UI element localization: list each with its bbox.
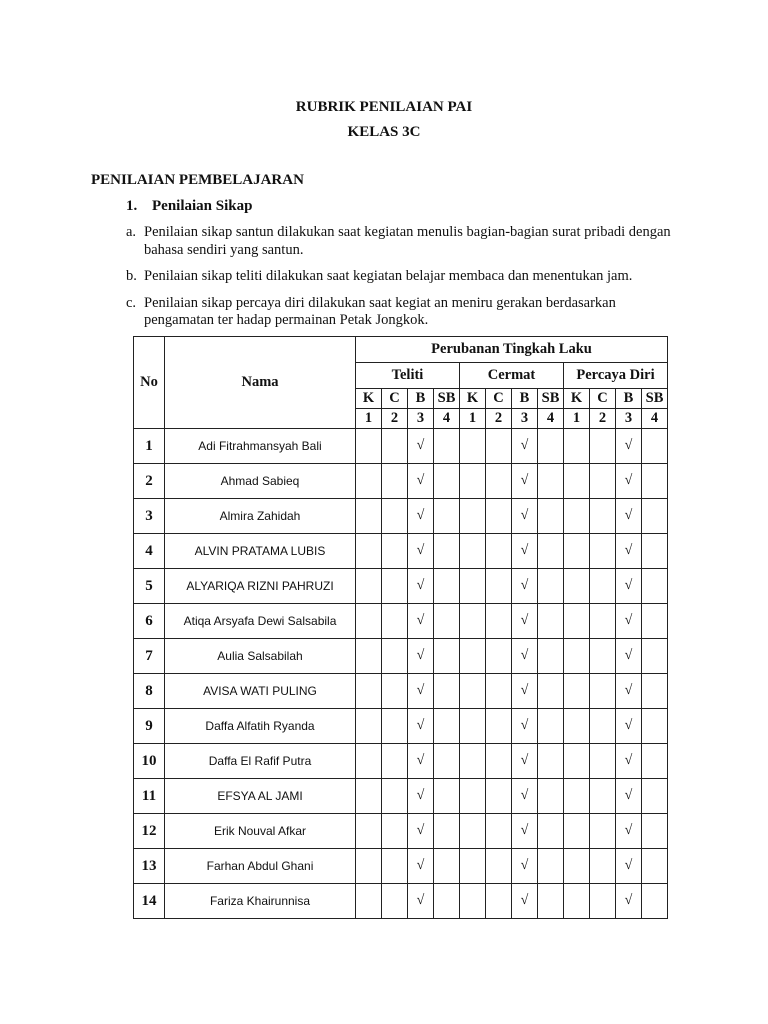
check-mark: √ (616, 604, 642, 639)
grade-cell (538, 639, 564, 674)
grade-cell (460, 814, 486, 849)
check-mark: √ (616, 709, 642, 744)
grade-cell (356, 569, 382, 604)
grade-cell (382, 744, 408, 779)
grade-cell (356, 884, 382, 919)
grade-cell (382, 674, 408, 709)
grade-cell (356, 849, 382, 884)
grade-cell (590, 814, 616, 849)
grade-cell (382, 464, 408, 499)
list-marker: a. (126, 224, 137, 240)
check-mark: √ (512, 429, 538, 464)
subsection-label: Penilaian Sikap (152, 198, 253, 214)
grade-cell (434, 569, 460, 604)
table-row (134, 429, 668, 464)
section-heading: PENILAIAN PEMBELAJARAN (91, 172, 304, 188)
grade-cell (642, 744, 668, 779)
student-name: Atiqa Arsyafa Dewi Salsabila (165, 604, 356, 639)
check-mark: √ (408, 639, 434, 674)
grade-cell (642, 429, 668, 464)
student-name: AVISA WATI PULING (165, 674, 356, 709)
grade-cell (356, 464, 382, 499)
row-number: 2 (134, 464, 165, 499)
student-name: ALVIN PRATAMA LUBIS (165, 534, 356, 569)
grade-cell (538, 884, 564, 919)
grade-cell (590, 499, 616, 534)
grade-cell (590, 534, 616, 569)
grade-cell (434, 849, 460, 884)
header-grade-score: 2 (486, 409, 512, 429)
grade-cell (538, 604, 564, 639)
check-mark: √ (616, 744, 642, 779)
grade-cell (382, 849, 408, 884)
header-grade-score: 3 (512, 409, 538, 429)
check-mark: √ (512, 639, 538, 674)
grade-cell (434, 884, 460, 919)
header-grade-letter: K (460, 389, 486, 409)
grade-cell (538, 429, 564, 464)
grade-cell (382, 534, 408, 569)
grade-cell (356, 814, 382, 849)
check-mark: √ (512, 499, 538, 534)
subsection-heading (126, 198, 252, 215)
header-grade-score: 1 (356, 409, 382, 429)
grade-cell (538, 744, 564, 779)
table-row (134, 464, 668, 499)
grade-cell (590, 569, 616, 604)
check-mark: √ (408, 709, 434, 744)
list-item-text: Penilaian sikap percaya diri dilakukan saat kegiat an meniru gerakan berdasarkan pengamatan ter hadap permainan Petak Jongkok. (144, 294, 616, 328)
grade-cell (564, 499, 590, 534)
grade-cell (486, 814, 512, 849)
grade-cell (564, 814, 590, 849)
grade-cell (434, 779, 460, 814)
table-row (134, 744, 668, 779)
grade-cell (564, 709, 590, 744)
grade-cell (486, 604, 512, 639)
row-number: 12 (134, 814, 165, 849)
grade-cell (460, 499, 486, 534)
table-row (134, 849, 668, 884)
row-number: 4 (134, 534, 165, 569)
student-name: Daffa Alfatih Ryanda (165, 709, 356, 744)
header-nama: Nama (165, 337, 356, 429)
grade-cell (590, 674, 616, 709)
header-grade-letter: B (616, 389, 642, 409)
grade-cell (642, 639, 668, 674)
grade-cell (382, 499, 408, 534)
check-mark: √ (512, 604, 538, 639)
header-grade-score: 3 (408, 409, 434, 429)
grade-cell (434, 744, 460, 779)
check-mark: √ (616, 814, 642, 849)
grade-cell (434, 534, 460, 569)
grade-cell (642, 569, 668, 604)
check-mark: √ (616, 429, 642, 464)
grade-cell (538, 814, 564, 849)
grade-cell (538, 499, 564, 534)
grade-cell (356, 709, 382, 744)
grade-cell (486, 884, 512, 919)
grade-cell (590, 744, 616, 779)
grade-cell (486, 464, 512, 499)
grade-cell (486, 429, 512, 464)
grade-cell (642, 884, 668, 919)
student-name: Daffa El Rafif Putra (165, 744, 356, 779)
table-row (134, 674, 668, 709)
grade-cell (460, 639, 486, 674)
grade-cell (538, 709, 564, 744)
check-mark: √ (616, 499, 642, 534)
grade-cell (434, 674, 460, 709)
subsection-number: 1. (126, 198, 138, 214)
grade-cell (460, 464, 486, 499)
check-mark: √ (512, 534, 538, 569)
check-mark: √ (616, 569, 642, 604)
grade-cell (642, 674, 668, 709)
check-mark: √ (616, 534, 642, 569)
check-mark: √ (512, 849, 538, 884)
row-number: 7 (134, 639, 165, 674)
row-number: 11 (134, 779, 165, 814)
header-grade-letter: B (512, 389, 538, 409)
table-row (134, 499, 668, 534)
grade-cell (564, 534, 590, 569)
check-mark: √ (408, 569, 434, 604)
header-group: Perubanan Tingkah Laku (356, 337, 668, 363)
header-grade-score: 4 (642, 409, 668, 429)
list-marker: b. (126, 268, 137, 284)
rubric-table (133, 336, 668, 919)
grade-cell (538, 779, 564, 814)
header-grade-score: 2 (590, 409, 616, 429)
grade-cell (642, 464, 668, 499)
assessment-list (126, 224, 686, 339)
header-grade-score: 1 (460, 409, 486, 429)
student-name: Farhan Abdul Ghani (165, 849, 356, 884)
grade-cell (564, 604, 590, 639)
check-mark: √ (512, 674, 538, 709)
grade-cell (564, 639, 590, 674)
grade-cell (642, 604, 668, 639)
grade-cell (642, 534, 668, 569)
grade-cell (590, 849, 616, 884)
list-item-text: Penilaian sikap santun dilakukan saat kegiatan menulis bagian-bagian surat pribadi dengan bahasa sendiri yang santun. (144, 224, 671, 258)
grade-cell (434, 604, 460, 639)
grade-cell (434, 639, 460, 674)
grade-cell (564, 429, 590, 464)
header-grade-score: 3 (616, 409, 642, 429)
grade-cell (382, 429, 408, 464)
table-row (134, 604, 668, 639)
header-grade-letter: B (408, 389, 434, 409)
check-mark: √ (512, 884, 538, 919)
grade-cell (356, 639, 382, 674)
rubric-body (134, 429, 668, 919)
check-mark: √ (512, 569, 538, 604)
table-row (134, 814, 668, 849)
grade-cell (538, 849, 564, 884)
check-mark: √ (408, 499, 434, 534)
student-name: EFSYA AL JAMI (165, 779, 356, 814)
student-name: Ahmad Sabieq (165, 464, 356, 499)
grade-cell (564, 884, 590, 919)
check-mark: √ (616, 639, 642, 674)
grade-cell (460, 779, 486, 814)
header-grade-letter: SB (642, 389, 668, 409)
row-number: 8 (134, 674, 165, 709)
grade-cell (486, 744, 512, 779)
grade-cell (434, 814, 460, 849)
grade-cell (434, 429, 460, 464)
grade-cell (564, 779, 590, 814)
check-mark: √ (616, 849, 642, 884)
grade-cell (486, 569, 512, 604)
grade-cell (356, 674, 382, 709)
grade-cell (460, 429, 486, 464)
check-mark: √ (512, 709, 538, 744)
grade-cell (460, 569, 486, 604)
grade-cell (590, 639, 616, 674)
check-mark: √ (408, 604, 434, 639)
grade-cell (486, 674, 512, 709)
student-name: Aulia Salsabilah (165, 639, 356, 674)
grade-cell (486, 499, 512, 534)
grade-cell (642, 709, 668, 744)
grade-cell (564, 464, 590, 499)
grade-cell (590, 884, 616, 919)
list-item (126, 268, 686, 286)
check-mark: √ (408, 744, 434, 779)
grade-cell (538, 569, 564, 604)
grade-cell (486, 534, 512, 569)
grade-cell (460, 884, 486, 919)
check-mark: √ (616, 674, 642, 709)
header-grade-letter: C (590, 389, 616, 409)
grade-cell (356, 534, 382, 569)
row-number: 9 (134, 709, 165, 744)
student-name: Fariza Khairunnisa (165, 884, 356, 919)
grade-cell (434, 499, 460, 534)
grade-cell (382, 779, 408, 814)
check-mark: √ (408, 464, 434, 499)
grade-cell (356, 744, 382, 779)
grade-cell (590, 464, 616, 499)
grade-cell (460, 534, 486, 569)
row-number: 1 (134, 429, 165, 464)
grade-cell (434, 709, 460, 744)
grade-cell (538, 534, 564, 569)
grade-cell (434, 464, 460, 499)
list-marker: c. (126, 294, 137, 311)
grade-cell (356, 499, 382, 534)
header-grade-score: 4 (434, 409, 460, 429)
header-grade-score: 1 (564, 409, 590, 429)
header-grade-score: 4 (538, 409, 564, 429)
grade-cell (356, 429, 382, 464)
grade-cell (460, 604, 486, 639)
grade-cell (642, 499, 668, 534)
check-mark: √ (408, 674, 434, 709)
grade-cell (382, 709, 408, 744)
header-aspect-cermat: Cermat (460, 363, 564, 389)
grade-cell (460, 744, 486, 779)
grade-cell (590, 429, 616, 464)
header-grade-letter: SB (538, 389, 564, 409)
row-number: 13 (134, 849, 165, 884)
grade-cell (590, 709, 616, 744)
grade-cell (486, 639, 512, 674)
header-grade-letter: C (382, 389, 408, 409)
grade-cell (642, 849, 668, 884)
document-class: KELAS 3C (347, 124, 421, 140)
student-name: Adi Fitrahmansyah Bali (165, 429, 356, 464)
check-mark: √ (512, 779, 538, 814)
header-no: No (134, 337, 165, 429)
check-mark: √ (408, 849, 434, 884)
student-name: Almira Zahidah (165, 499, 356, 534)
grade-cell (382, 884, 408, 919)
grade-cell (382, 604, 408, 639)
row-number: 10 (134, 744, 165, 779)
check-mark: √ (616, 884, 642, 919)
grade-cell (460, 709, 486, 744)
list-item (126, 224, 686, 259)
check-mark: √ (408, 779, 434, 814)
header-grade-letter: C (486, 389, 512, 409)
header-grade-score: 2 (382, 409, 408, 429)
table-row (134, 779, 668, 814)
header-grade-letter: SB (434, 389, 460, 409)
grade-cell (356, 779, 382, 814)
row-number: 6 (134, 604, 165, 639)
grade-cell (564, 744, 590, 779)
row-number: 5 (134, 569, 165, 604)
grade-cell (564, 569, 590, 604)
check-mark: √ (408, 429, 434, 464)
list-item (126, 295, 686, 330)
document-title: RUBRIK PENILAIAN PAI (295, 99, 473, 115)
check-mark: √ (408, 534, 434, 569)
check-mark: √ (616, 464, 642, 499)
check-mark: √ (512, 814, 538, 849)
check-mark: √ (616, 779, 642, 814)
grade-cell (486, 779, 512, 814)
grade-cell (642, 779, 668, 814)
grade-cell (564, 674, 590, 709)
row-number: 3 (134, 499, 165, 534)
header-grade-letter: K (356, 389, 382, 409)
grade-cell (356, 604, 382, 639)
header-grade-letter: K (564, 389, 590, 409)
check-mark: √ (512, 744, 538, 779)
grade-cell (538, 464, 564, 499)
header-aspect-teliti: Teliti (356, 363, 460, 389)
grade-cell (382, 569, 408, 604)
grade-cell (590, 779, 616, 814)
table-row (134, 709, 668, 744)
table-row (134, 639, 668, 674)
grade-cell (590, 604, 616, 639)
grade-cell (538, 674, 564, 709)
table-row (134, 534, 668, 569)
grade-cell (382, 814, 408, 849)
grade-cell (564, 849, 590, 884)
header-aspect-percaya-diri: Percaya Diri (564, 363, 668, 389)
table-row (134, 884, 668, 919)
grade-cell (642, 814, 668, 849)
student-name: Erik Nouval Afkar (165, 814, 356, 849)
grade-cell (460, 849, 486, 884)
list-item-text: Penilaian sikap teliti dilakukan saat kegiatan belajar membaca dan menentukan jam. (144, 268, 633, 284)
grade-cell (460, 674, 486, 709)
row-number: 14 (134, 884, 165, 919)
check-mark: √ (408, 884, 434, 919)
grade-cell (486, 709, 512, 744)
check-mark: √ (512, 464, 538, 499)
student-name: ALYARIQA RIZNI PAHRUZI (165, 569, 356, 604)
grade-cell (382, 639, 408, 674)
grade-cell (486, 849, 512, 884)
check-mark: √ (408, 814, 434, 849)
table-row (134, 569, 668, 604)
